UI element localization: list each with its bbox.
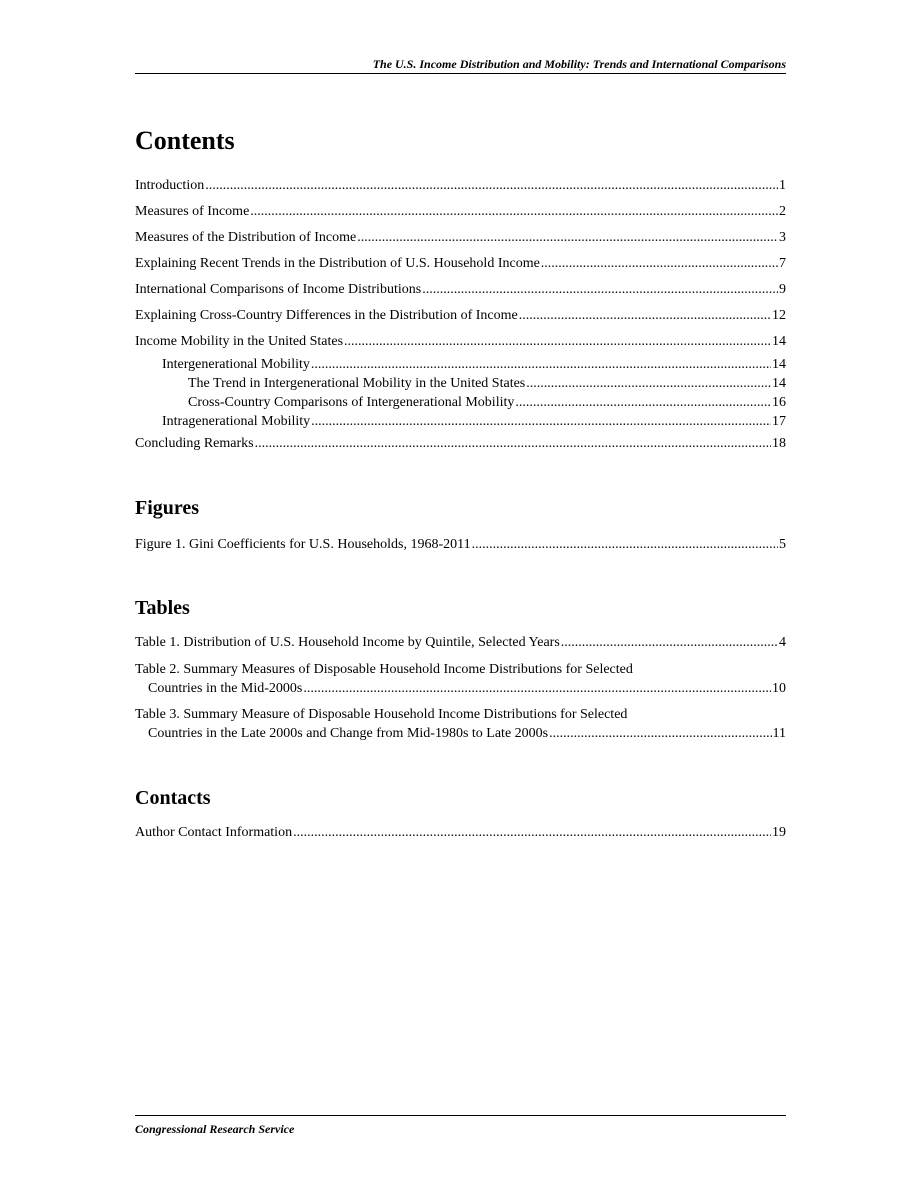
- toc-leader-dots: [519, 307, 771, 325]
- contents-heading: Contents: [135, 126, 235, 155]
- toc-leader-dots: [515, 393, 771, 412]
- tables-heading: Tables: [135, 597, 190, 619]
- toc-entry-label: Countries in the Late 2000s and Change from Mid-1980s to Late 2000s: [148, 726, 549, 741]
- toc-entry[interactable]: [135, 281, 786, 299]
- toc-leader-dots: [255, 435, 771, 453]
- toc-subentry[interactable]: [135, 374, 786, 393]
- toc-entry-label: Cross-Country Comparisons of Intergenerational Mobility: [188, 395, 515, 410]
- toc-entry[interactable]: [135, 536, 786, 554]
- toc-page-number: 16: [772, 395, 786, 410]
- toc-entry-label: Intergenerational Mobility: [162, 357, 310, 372]
- toc-entry-label: Table 3. Summary Measure of Disposable Household Income Distributions for Selected: [135, 707, 628, 722]
- toc-leader-dots: [422, 281, 778, 299]
- toc-page-number: 17: [772, 414, 786, 429]
- toc-entry[interactable]: [135, 705, 786, 743]
- toc-page-number: 10: [772, 681, 786, 696]
- toc-leader-dots: [293, 824, 771, 842]
- toc-leader-dots: [250, 203, 778, 221]
- toc-entry-label: Author Contact Information: [135, 825, 293, 840]
- toc-subentry[interactable]: [135, 355, 786, 374]
- toc-entry-continuation: [135, 679, 786, 698]
- toc-entry-label: Table 2. Summary Measures of Disposable Household Income Distributions for Selected: [135, 662, 633, 677]
- toc-page-number: 19: [772, 825, 786, 840]
- toc-page-number: 3: [779, 230, 786, 245]
- toc-page-number: 14: [772, 334, 786, 349]
- toc-page-number: 9: [779, 282, 786, 297]
- toc-entry[interactable]: [135, 333, 786, 351]
- toc-page-number: 12: [772, 308, 786, 323]
- toc-entry[interactable]: [135, 307, 786, 325]
- toc-page-number: 14: [772, 357, 786, 372]
- toc-entry-label: International Comparisons of Income Distributions: [135, 282, 422, 297]
- contents-list: [135, 177, 786, 453]
- toc-entry[interactable]: [135, 660, 786, 698]
- toc-page-number: 4: [779, 635, 786, 650]
- contacts-list: [135, 824, 786, 842]
- toc-entry-label: The Trend in Intergenerational Mobility in the United States: [188, 376, 526, 391]
- toc-entry-label: Measures of the Distribution of Income: [135, 230, 357, 245]
- toc-entry-label: Countries in the Mid-2000s: [148, 681, 303, 696]
- running-header: The U.S. Income Distribution and Mobility: Trends and International Comparisons: [135, 56, 786, 74]
- document-page: [135, 0, 786, 1191]
- tables-list: [135, 634, 786, 743]
- toc-leader-dots: [344, 333, 771, 351]
- toc-page-number: 1: [779, 178, 786, 193]
- toc-leader-dots: [561, 634, 778, 652]
- toc-entry[interactable]: [135, 634, 786, 652]
- toc-entry[interactable]: [135, 824, 786, 842]
- toc-page-number: 11: [772, 726, 786, 741]
- toc-entry[interactable]: [135, 203, 786, 221]
- toc-entry-label: Explaining Cross-Country Differences in the Distribution of Income: [135, 308, 518, 323]
- toc-entry-label: Concluding Remarks: [135, 436, 254, 451]
- toc-subentry[interactable]: [135, 393, 786, 412]
- figures-heading: Figures: [135, 497, 200, 519]
- toc-page-number: 2: [779, 204, 786, 219]
- toc-leader-dots: [541, 255, 778, 273]
- toc-entry[interactable]: [135, 177, 786, 195]
- toc-subentry[interactable]: [135, 412, 786, 431]
- toc-leader-dots: [549, 724, 771, 743]
- toc-entry[interactable]: [135, 255, 786, 273]
- toc-entry-label: Figure 1. Gini Coefficients for U.S. Households, 1968-2011: [135, 537, 471, 552]
- toc-entry-label: Intragenerational Mobility: [162, 414, 311, 429]
- toc-leader-dots: [357, 229, 778, 247]
- toc-leader-dots: [205, 177, 778, 195]
- toc-entry[interactable]: [135, 435, 786, 453]
- toc-entry-label: Table 1. Distribution of U.S. Household Income by Quintile, Selected Years: [135, 635, 560, 650]
- toc-page-number: 7: [779, 256, 786, 271]
- toc-leader-dots: [526, 374, 771, 393]
- toc-entry-label: Explaining Recent Trends in the Distribution of U.S. Household Income: [135, 256, 540, 271]
- toc-page-number: 5: [779, 537, 786, 552]
- toc-entry[interactable]: [135, 229, 786, 247]
- toc-page-number: 18: [772, 436, 786, 451]
- toc-entry-label: Income Mobility in the United States: [135, 334, 344, 349]
- contacts-heading: Contacts: [135, 787, 211, 809]
- running-footer: Congressional Research Service: [135, 1115, 786, 1137]
- figures-list: [135, 536, 786, 554]
- toc-leader-dots: [303, 679, 771, 698]
- toc-leader-dots: [472, 536, 778, 554]
- toc-leader-dots: [311, 412, 771, 431]
- toc-entry-continuation: [135, 724, 786, 743]
- toc-leader-dots: [311, 355, 771, 374]
- toc-entry-label: Introduction: [135, 178, 205, 193]
- toc-entry-label: Measures of Income: [135, 204, 250, 219]
- toc-page-number: 14: [772, 376, 786, 391]
